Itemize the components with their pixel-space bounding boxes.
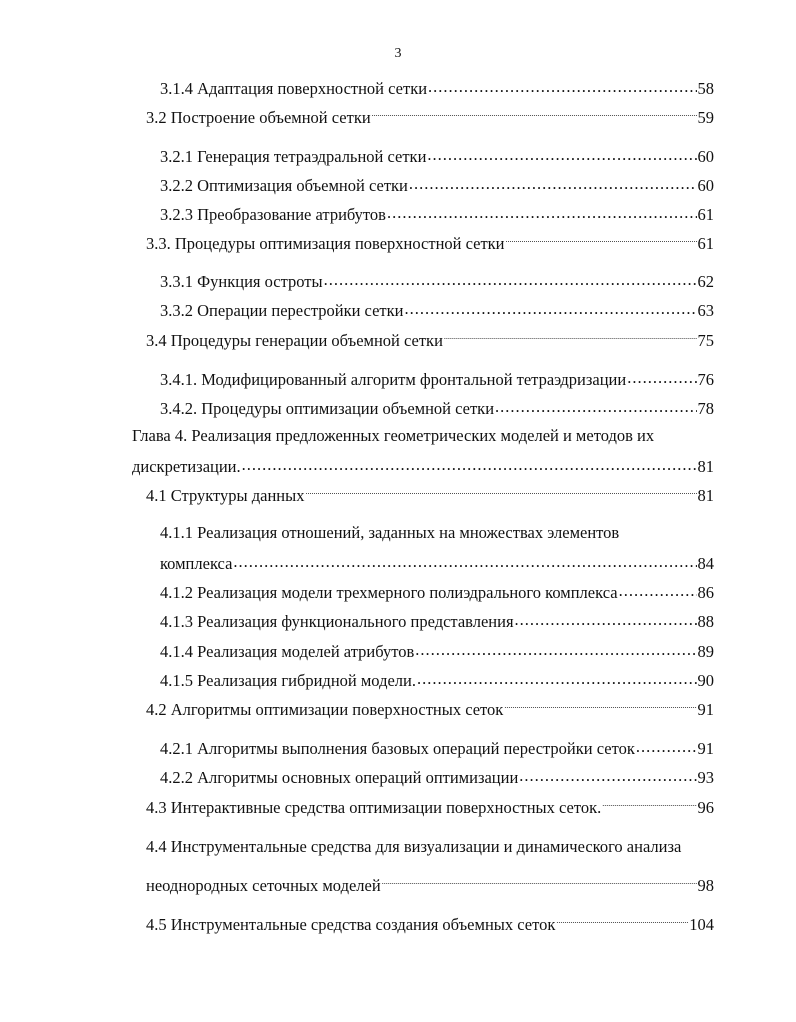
toc-entry-page: 76 bbox=[697, 369, 714, 389]
toc-entry-page: 84 bbox=[697, 553, 714, 573]
toc-entry bbox=[146, 106, 714, 128]
dot-leader bbox=[404, 299, 696, 316]
toc-entry bbox=[160, 397, 714, 419]
toc-entry bbox=[160, 669, 714, 691]
toc-entry-page: 93 bbox=[697, 767, 714, 787]
dot-leader bbox=[305, 484, 696, 501]
toc-entry bbox=[160, 174, 714, 196]
toc-entry-title: 4.1.4 Реализация моделей атрибутов bbox=[160, 641, 415, 661]
toc-entry-page: 104 bbox=[689, 914, 714, 934]
toc-entry bbox=[160, 610, 714, 632]
dot-leader bbox=[387, 203, 697, 220]
toc-entry-title: 4.2 Алгоритмы оптимизации поверхностных сеток bbox=[146, 699, 504, 719]
toc-entry-page: 58 bbox=[697, 78, 714, 98]
dot-leader bbox=[233, 552, 696, 569]
dot-leader bbox=[417, 669, 697, 686]
toc-entry-title: неоднородных сеточных моделей bbox=[146, 875, 381, 895]
toc-entry bbox=[160, 203, 714, 225]
toc-entry-title-line1: 4.1.1 Реализация отношений, заданных на множествах элементов bbox=[160, 523, 620, 542]
toc-entry bbox=[160, 766, 714, 788]
toc-entry bbox=[160, 640, 714, 662]
toc-entry-title: 3.4.1. Модифицированный алгоритм фронтальной тетраэдризации bbox=[160, 369, 627, 389]
dot-leader bbox=[636, 737, 697, 754]
toc-entry-title: 4.3 Интерактивные средства оптимизации поверхностных сеток. bbox=[146, 797, 602, 817]
dot-leader bbox=[504, 698, 696, 715]
dot-leader bbox=[619, 581, 697, 598]
toc-entry-page: 59 bbox=[697, 107, 714, 127]
toc-entry-page: 75 bbox=[697, 330, 714, 350]
toc-entry-page: 62 bbox=[697, 271, 714, 291]
toc-entry-page: 96 bbox=[697, 797, 714, 817]
toc-entry-title: 4.1.3 Реализация функционального представления bbox=[160, 611, 514, 631]
toc-entry bbox=[146, 484, 714, 506]
toc-entry-title: 4.2.1 Алгоритмы выполнения базовых операций перестройки сеток bbox=[160, 738, 635, 758]
toc-entry-title: 4.2.2 Алгоритмы основных операций оптимизации bbox=[160, 767, 519, 787]
toc-entry bbox=[146, 913, 714, 935]
toc-entry-page: 60 bbox=[697, 146, 714, 166]
dot-leader bbox=[602, 796, 696, 813]
toc-entry bbox=[160, 270, 714, 292]
toc-entry-page: 81 bbox=[697, 485, 714, 505]
toc-entry-page: 91 bbox=[697, 699, 714, 719]
dot-leader bbox=[519, 766, 696, 783]
dot-leader bbox=[444, 329, 697, 346]
toc-entry-title: 4.1.5 Реализация гибридной модели. bbox=[160, 670, 416, 690]
toc-entry-page: 91 bbox=[697, 738, 714, 758]
toc-entry-title: 3.2 Построение объемной сетки bbox=[146, 107, 371, 127]
dot-leader bbox=[324, 270, 697, 287]
toc-entry bbox=[160, 581, 714, 603]
toc-entry-title-line1: Глава 4. Реализация предложенных геометрических моделей и методов их bbox=[132, 426, 655, 445]
dot-leader bbox=[372, 106, 697, 123]
toc-entry-page: 81 bbox=[697, 456, 714, 476]
toc-entry bbox=[146, 698, 714, 720]
dot-leader bbox=[409, 174, 697, 191]
toc-entry bbox=[146, 329, 714, 351]
toc-entry-title: 3.2.1 Генерация тетраэдральной сетки bbox=[160, 146, 427, 166]
toc-entry-page: 61 bbox=[697, 204, 714, 224]
toc-entry bbox=[160, 145, 714, 167]
toc-entry-page: 61 bbox=[697, 233, 714, 253]
toc-entry-page: 86 bbox=[697, 582, 714, 602]
toc-entry bbox=[160, 737, 714, 759]
toc-entry-page: 63 bbox=[697, 300, 714, 320]
toc-entry-title: 4.1 Структуры данных bbox=[146, 485, 305, 505]
toc-entry-page: 90 bbox=[697, 670, 714, 690]
toc-entry-title: дискретизации. bbox=[132, 456, 241, 476]
toc-entry-title: 3.1.4 Адаптация поверхностной сетки bbox=[160, 78, 428, 98]
toc-entry-page: 98 bbox=[697, 875, 714, 895]
toc-entry-title: 3.4.2. Процедуры оптимизации объемной сетки bbox=[160, 398, 495, 418]
dot-leader bbox=[382, 874, 697, 891]
toc-entry-page: 89 bbox=[697, 641, 714, 661]
toc-entry-title-line1: 4.4 Инструментальные средства для визуализации и динамического анализа bbox=[146, 837, 682, 856]
toc-entry-title: комплекса bbox=[160, 553, 233, 573]
toc-entry-title: 3.4 Процедуры генерации объемной сетки bbox=[146, 330, 443, 350]
toc-entry-title: 4.1.2 Реализация модели трехмерного полиэдрального комплекса bbox=[160, 582, 618, 602]
dot-leader bbox=[495, 397, 696, 414]
toc-entry bbox=[132, 455, 714, 477]
toc-entry bbox=[160, 77, 714, 99]
toc-entry bbox=[146, 874, 714, 896]
dot-leader bbox=[627, 368, 696, 385]
dot-leader bbox=[556, 913, 688, 930]
toc-entry-page: 60 bbox=[697, 175, 714, 195]
toc-entry-title: 3.3.1 Функция остроты bbox=[160, 271, 323, 291]
toc-entry bbox=[160, 299, 714, 321]
toc-entry-page: 88 bbox=[697, 611, 714, 631]
toc-entry bbox=[160, 368, 714, 390]
dot-leader bbox=[242, 455, 697, 472]
dot-leader bbox=[427, 145, 696, 162]
toc-entry bbox=[146, 796, 714, 818]
toc-entry-title: 3.3.2 Операции перестройки сетки bbox=[160, 300, 404, 320]
toc-entry bbox=[160, 552, 714, 574]
dot-leader bbox=[506, 232, 697, 249]
dot-leader bbox=[515, 610, 697, 627]
toc-entry-title: 3.3. Процедуры оптимизация поверхностной сетки bbox=[146, 233, 505, 253]
dot-leader bbox=[428, 77, 696, 94]
toc-entry-title: 3.2.2 Оптимизация объемной сетки bbox=[160, 175, 408, 195]
toc-entry-page: 78 bbox=[697, 398, 714, 418]
toc-entry-title: 4.5 Инструментальные средства создания объемных сеток bbox=[146, 914, 556, 934]
toc-entry-title: 3.2.3 Преобразование атрибутов bbox=[160, 204, 386, 224]
toc-entry bbox=[146, 232, 714, 254]
page-number: 3 bbox=[394, 46, 402, 61]
dot-leader bbox=[415, 640, 696, 657]
